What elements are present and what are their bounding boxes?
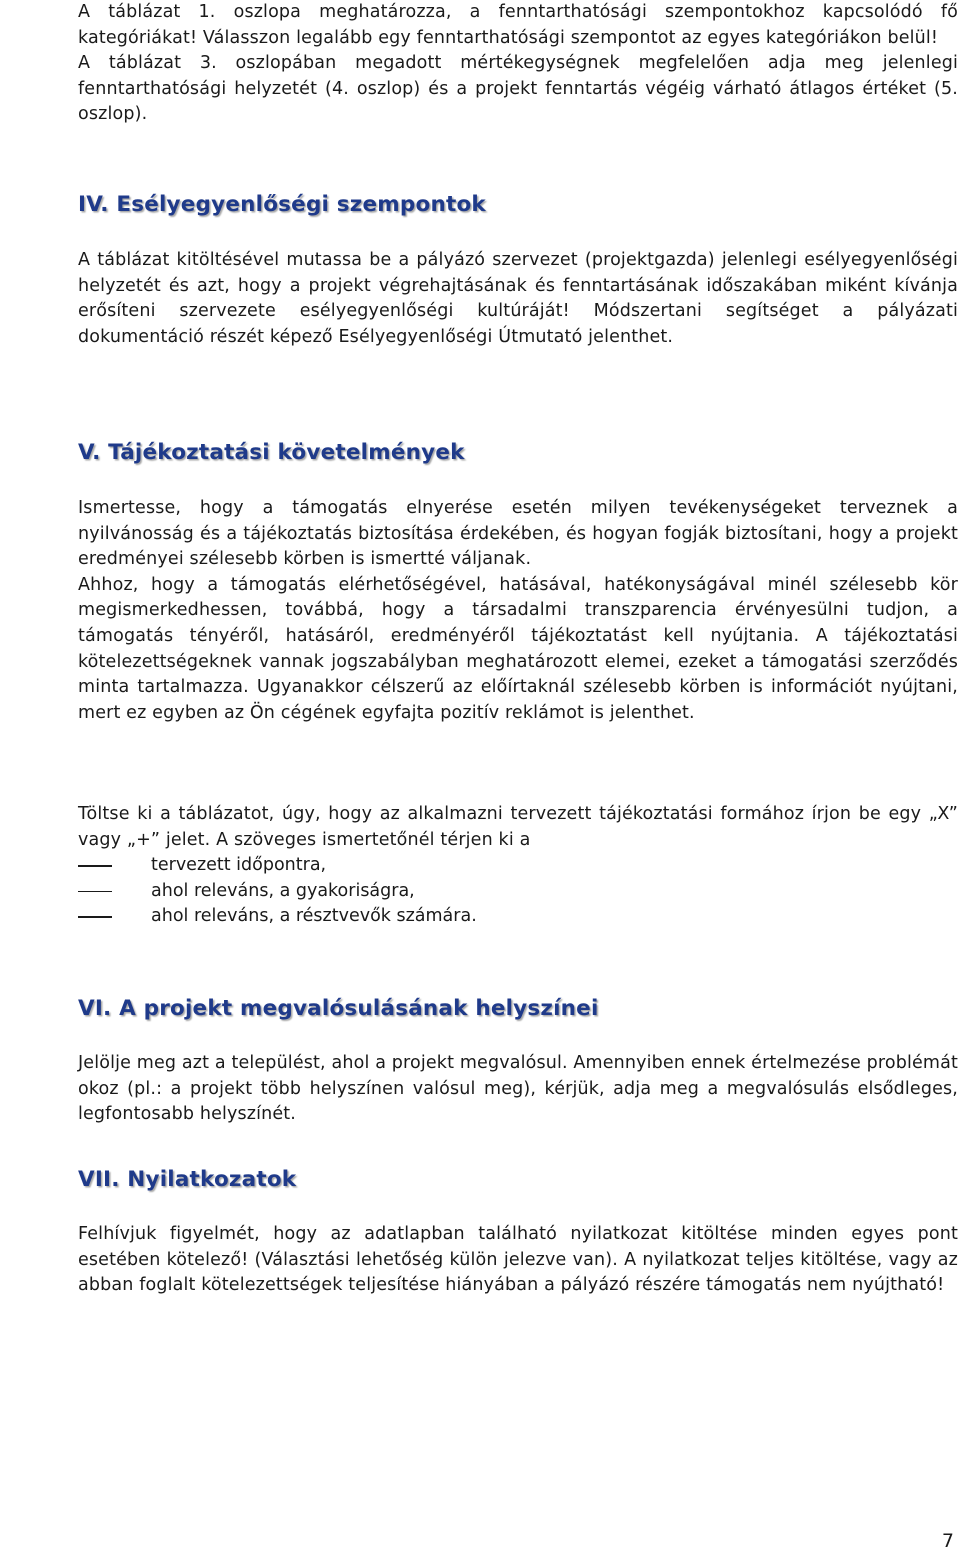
list-item: tervezett időpontra, <box>78 853 958 879</box>
dash-bullet-icon <box>78 891 112 893</box>
section-v-paragraph-3: Töltse ki a táblázatot, úgy, hogy az alkalmazni tervezett tájékoztatási formához írjon be egy „X” vagy „+” jelet. A szöveges ismertetőnél térjen ki a <box>78 804 958 850</box>
section-heading-v: V. Tájékoztatási követelmények <box>78 440 465 465</box>
section-v-instructions <box>78 802 958 930</box>
detail-list <box>78 853 958 930</box>
page-number: 7 <box>941 1530 954 1552</box>
section-v-paragraph-2: Ahhoz, hogy a támogatás elérhetőségével, hatásával, hatékonyságával minél szélesebb kör megismerkedhessen, továbbá, hogy a társadalmi transzparencia érvényesülni tudjon, a támogatás tényéről, hatásáról, eredményéről tájékoztatást kell nyújtania. A tájékoztatási kötelezettségeknek vannak jogszabályban meghatározott elemei, ezeket a támogatási szerződés minta tartalmazza. Ugyanakkor célszerű az előírtaknál szélesebb körben is információt nyújtani, mert ez egyben az Ön cégének egyfajta pozitív reklámot is jelenthet. <box>78 574 958 723</box>
intro-paragraph-2: A táblázat 3. oszlopában megadott mértékegységnek megfelelően adja meg jelenlegi fenntarthatósági helyzetét (4. oszlop) és a projekt fenntartás végéig várható átlagos értéket (5. oszlop). <box>78 53 958 125</box>
section-vii-body <box>78 1222 958 1299</box>
list-item: ahol releváns, a gyakoriságra, <box>78 879 958 905</box>
section-vi-body <box>78 1051 958 1128</box>
section-heading-vi: VI. A projekt megvalósulásának helyszínei <box>78 996 599 1021</box>
section-vi-paragraph: Jelölje meg azt a települést, ahol a projekt megvalósul. Amennyiben ennek értelmezése problémát okoz (pl.: a projekt több helyszínen valósul meg), kérjük, adja meg a megvalósulás elsődleges, legfontosabb helyszínét. <box>78 1053 958 1125</box>
intro-section <box>78 0 958 128</box>
section-iv-paragraph: A táblázat kitöltésével mutassa be a pályázó szervezet (projektgazda) jelenlegi esélyegyenlőségi helyzetét és azt, hogy a projekt végrehajtásának és fenntartásának időszakában miként kívánja erősíteni szervezete esélyegyenlőségi kultúráját! Módszertani segítséget a pályázati dokumentáció részét képező Esélyegyenlőségi Útmutató jelenthet. <box>78 250 958 347</box>
intro-paragraph-1: A táblázat 1. oszlopa meghatározza, a fenntarthatósági szempontokhoz kapcsolódó fő kategóriákat! Válasszon legalább egy fenntarthatósági szempontot az egyes kategóriákon belül! <box>78 2 958 48</box>
dash-bullet-icon <box>78 916 112 918</box>
section-iv-body <box>78 248 958 350</box>
section-v-body <box>78 496 958 726</box>
dash-bullet-icon <box>78 865 112 867</box>
list-item: ahol releváns, a résztvevők számára. <box>78 904 958 930</box>
section-vii-paragraph: Felhívjuk figyelmét, hogy az adatlapban található nyilatkozat kitöltése minden egyes pont esetében kötelező! (Választási lehetőség külön jelezve van). A nyilatkozat teljes kitöltése, vagy az abban foglalt kötelezettségek teljesítése hiányában a pályázó részére támogatás nem nyújtható! <box>78 1224 958 1296</box>
section-v-paragraph-1: Ismertesse, hogy a támogatás elnyerése esetén milyen tevékenységeket terveznek a nyilvánosság és a tájékoztatás biztosítása érdekében, és hogyan fogják biztosítani, hogy a projekt eredményei szélesebb körben is ismertté váljanak. <box>78 498 958 570</box>
section-heading-vii: VII. Nyilatkozatok <box>78 1167 297 1192</box>
section-heading-iv: IV. Esélyegyenlőségi szempontok <box>78 192 486 217</box>
